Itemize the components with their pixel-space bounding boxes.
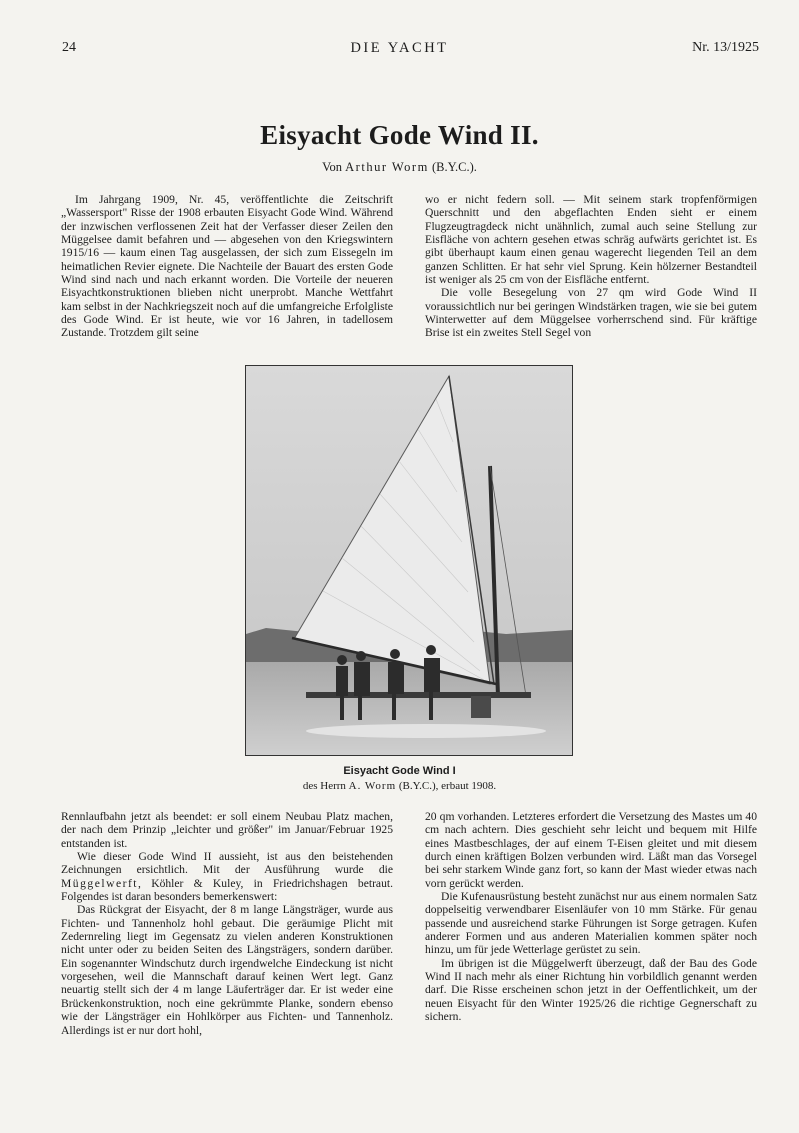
hull-stern <box>471 696 491 718</box>
company-name: Müggelwerft <box>61 876 139 890</box>
page-number: 24 <box>62 40 76 55</box>
figure-caption <box>0 780 799 792</box>
paragraph: Im übrigen ist die Müggelwerft überzeugt, daß der Bau des Gode Wind II nach mehr als einer Richtung hin vorbildlich genannt werden darf. Die Risse erscheinen schon jetzt in der Oeffentlichkeit, um der neuen Eisyacht für den Winter 1925/26 die richtige Gegnerschaft zu sichern. <box>425 956 757 1024</box>
text-column-1 <box>61 193 393 340</box>
byline-prefix: Von <box>322 160 343 174</box>
paragraph-text: , Köhler & Kuley, in Friedrichshagen betraut. Folgendes ist daran besonders bemerkenswert: <box>61 876 393 904</box>
snow-patch <box>306 724 546 738</box>
paragraph: Das Rückgrat der Eisyacht, der 8 m lange Längsträger, wurde aus Fichten- und Tannenholz hohl gebaut. Die geräumige Plicht mit Zedernreling liegt im Gegensatz zu vielen anderen Konstruktionen nicht unter oder zu beiden Seiten des Längsträgers, sondern darüber. Ein sogenannter Windschutz durch irgendwelche Eindeckung ist nicht vorgesehen, weil die Mannschaft darauf keinen Wert legt. Ganz neuartig stellt sich der 4 m lange Läuferträger dar. Er ist weder eine Brückenkonstruktion, noch eine gekrümmte Planke, sondern ebenso wie der Längsträger ein Hohlkörper aus Fichten- und Tannenholz. Allerdings ist er nur dort hohl, <box>61 903 393 1037</box>
figure-caption-title: Eisyacht Gode Wind I <box>343 765 456 777</box>
caption-suffix: (B.Y.C.), erbaut 1908. <box>398 780 497 792</box>
text-column-2 <box>425 193 757 340</box>
text-column-4 <box>425 810 757 1024</box>
paragraph: Die volle Besegelung von 27 qm wird Gode Wind II voraussichtlich nur bei geringen Windstärken tragen, wie sie bei gutem Winterwetter auf dem Müggelsee vorherrschend sind. Für kräftige Brise ist ein zweites Stell Segel von <box>425 286 757 340</box>
caption-owner: A. Worm <box>348 780 397 792</box>
paragraph: Im Jahrgang 1909, Nr. 45, veröffentlichte die Zeitschrift „Wassersport" Risse der 1908 erbauten Eisyacht Gode Wind. Während der inzwischen verflossenen Zeit hat der Verfasser dieser Zeilen den Müggelsee damit befahren und — abgesehen von den Kriegswintern 1915/16 — kaum einen Tag ausgelassen, der sich zum Eissegeln im heimatlichen Revier eignete. Die Nachteile der Bauart des ersten Gode Wind sind nach und nach erkannt worden. Die Vorteile der neueren Eisyachtkonstruktionen blieben nicht unerprobt. Manche Wettfahrt kam selbst in der Nachkriegszeit noch auf die umfangreiche Erfolgliste des Gode Wind. Er ist heute, wie vor 16 Jahren, in tadellosem Zustande. Trotzdem gilt seine <box>61 193 393 340</box>
paragraph: 20 qm vorhanden. Letzteres erfordert die Versetzung des Mastes um 40 cm nach achtern. Dies geschieht sehr leicht und bequem mit Hilfe eines Mastbeschlages, der auf einem T-Eisen gleitet und mit diesem durch einen kräftigen Bolzen verbunden wird. Läßt man das Vorsegel bei sehr starkem Winde ganz fort, so kann der Mast wieder etwas nach vorn gerückt werden. <box>425 810 757 890</box>
issue-number: Nr. 13/1925 <box>692 40 759 55</box>
paragraph-text: Wie dieser Gode Wind II aussieht, ist aus den beistehenden Zeichnungen ersichtlich. Mit der Ausführung wurde die <box>61 850 393 877</box>
byline-suffix: (B.Y.C.). <box>431 160 477 174</box>
iceyacht-photo-drawing <box>246 366 572 755</box>
journal-title: DIE YACHT <box>350 40 449 56</box>
text-column-3 <box>61 810 393 1037</box>
byline-author: Arthur Worm <box>345 160 429 174</box>
paragraph: Die Kufenausrüstung besteht zunächst nur aus einem normalen Satz doppelseitig verwendbarer Eisenläufer von 10 mm Stärke. Für genau passende und ausreichend starke Führungen ist Sorge getragen. Kufen anderer Formen und aus anderen Materialien kommen später noch hinzu, um für jede Wetterlage gerüstet zu sein. <box>425 890 757 957</box>
byline <box>0 160 799 175</box>
paragraph: Rennlaufbahn jetzt als beendet: er soll einem Neubau Platz machen, der nach dem Prinzip „leichter und größer" im Januar/Februar 1925 entstanden ist. <box>61 810 393 850</box>
article-title: Eisyacht Gode Wind II. <box>260 120 539 150</box>
paragraph <box>61 850 393 903</box>
paragraph: wo er nicht federn soll. — Mit seinem stark tropfenförmigen Querschnitt und den abgeflachten Enden sieht er einem Flugzeugtragdeck nicht unähnlich, zumal auch seine Stellung zur Eisfläche von achtern gesehen etwas schräg aufwärts gerichtet ist. Es gibt überhaupt kaum einen genau wagerecht liegenden Teil an dem ganzen Schlitten. Er hat sehr viel Sprung. Kein hölzerner Bestandteil ist weniger als 25 cm von der Eisfläche entfernt. <box>425 193 757 287</box>
iceyacht-photo <box>245 365 573 756</box>
caption-prefix: des Herrn <box>302 780 346 792</box>
